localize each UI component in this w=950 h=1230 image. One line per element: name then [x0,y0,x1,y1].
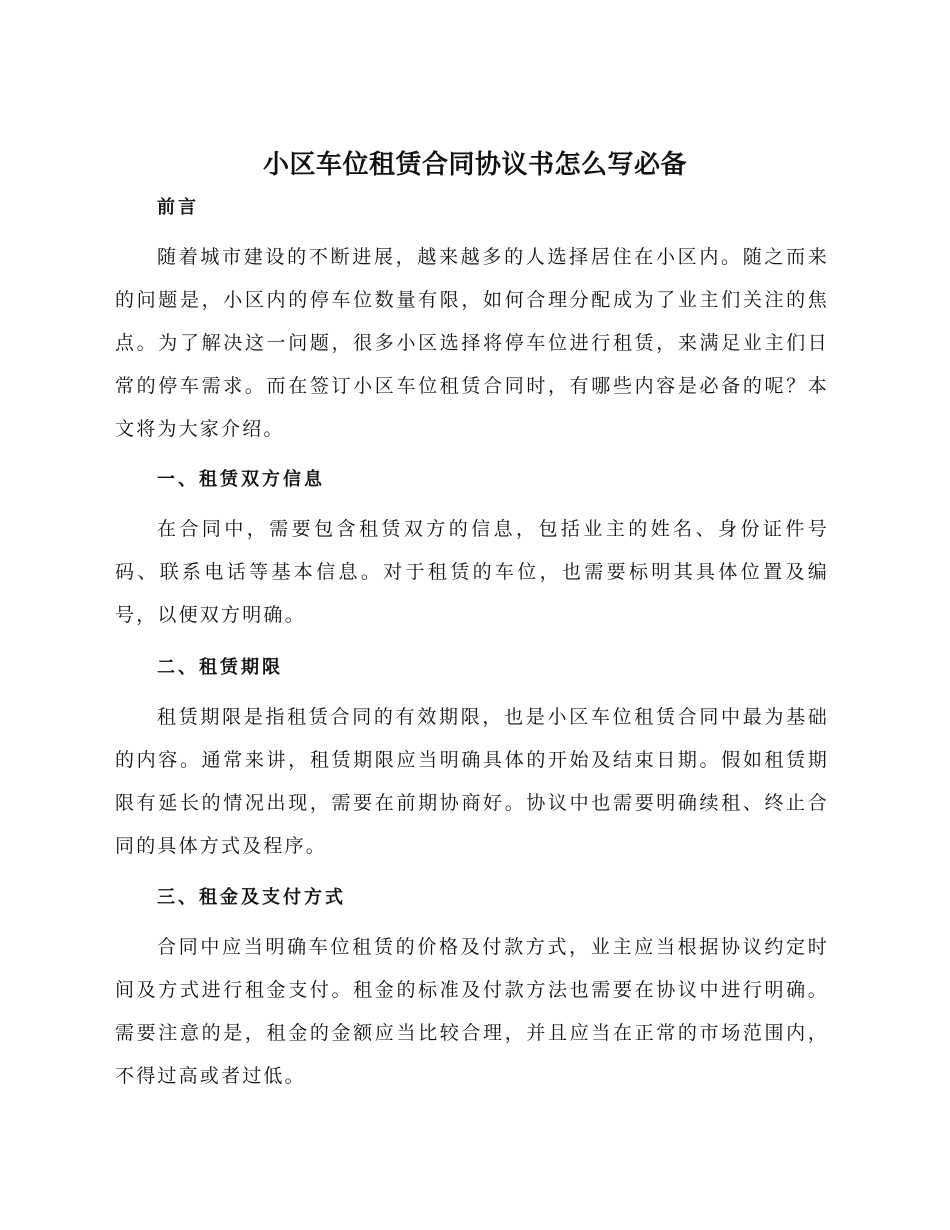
section-body-preface: 随着城市建设的不断进展，越来越多的人选择居住在小区内。随之而来的问题是，小区内的停车位数量有限，如何合理分配成为了业主们关注的焦点。为了解决这一问题，很多小区选择将停车位进行租赁，来满足业主们日常的停车需求。而在签订小区车位租赁合同时，有哪些内容是必备的呢？本文将为大家介绍。 [115,246,829,440]
document-title: 小区车位租赁合同协议书怎么写必备 [262,150,687,180]
section-heading-term: 二、租赁期限 [157,657,283,678]
section-body-parties: 在合同中，需要包含租赁双方的信息，包括业主的姓名、身份证件号码、联系电话等基本信息。对于租赁的车位，也需要标明其具体位置及编号，以便双方明确。 [115,518,829,626]
section-body-rent: 合同中应当明确车位租赁的价格及付款方式，业主应当根据协议约定时间及方式进行租金支付。租金的标准及付款方法也需要在协议中进行明确。需要注意的是，租金的金额应当比较合理，并且应当在正常的市场范围内，不得过高或者过低。 [115,936,829,1087]
section-heading-parties: 一、租赁双方信息 [157,469,325,490]
section-heading-preface: 前言 [157,197,199,218]
section-heading-rent: 三、租金及支付方式 [157,887,346,908]
section-body-term: 租赁期限是指租赁合同的有效期限，也是小区车位租赁合同中最为基础的内容。通常来讲，租赁期限应当明确具体的开始及结束日期。假如租赁期限有延长的情况出现，需要在前期协商好。协议中也需要明确续租、终止合同的具体方式及程序。 [115,706,829,857]
